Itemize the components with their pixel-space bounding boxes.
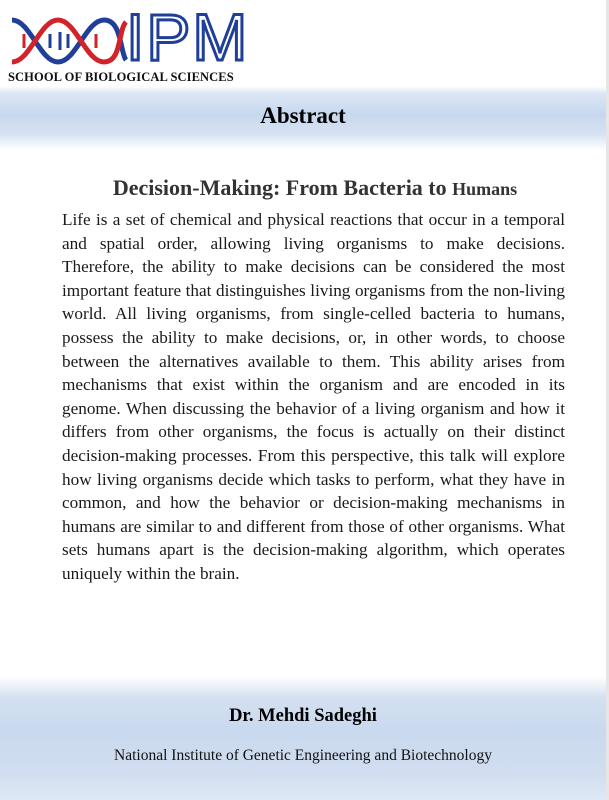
school-name: SCHOOL OF BIOLOGICAL SCIENCES [8,70,234,84]
speaker-affiliation: National Institute of Genetic Engineering and Biotechnology [114,747,492,764]
speaker-name: Dr. Mehdi Sadeghi [229,706,377,726]
speaker-band [0,676,606,800]
section-heading: Abstract [260,103,346,128]
abstract-body: Life is a set of chemical and physical reactions that occur in a temporal and spatial order, allowing living organisms to make decisions. Therefore, the ability to make decisions can be considered the most important feature that distinguishes living organisms from the non-living world. All living organisms, from single-celled bacteria to humans, possess the ability to make decisions, or, in other words, to choose between the alternatives available to them. This ability arises from mechanisms that exist within the organism and are encoded in its genome. When discussing the behavior of a living organism and how it differs from other organisms, the focus is actually on their distinct decision-making processes. From this perspective, this talk will explore how living organisms decide which tasks to perform, what they have in common, and how the behavior or decision-making mechanisms in humans are similar to and different from those of other organisms. What sets humans apart is the decision-making algorithm, which operates uniquely within the brain. [62,210,565,583]
paper-title-main: Decision-Making: From Bacteria to [112,175,453,200]
paper-title [0,175,609,201]
dna-helix-icon [10,12,128,68]
logo-ipm-text: IPM [126,0,250,74]
ipm-logo [8,0,258,86]
paper-title-tail: Humans [452,179,518,199]
